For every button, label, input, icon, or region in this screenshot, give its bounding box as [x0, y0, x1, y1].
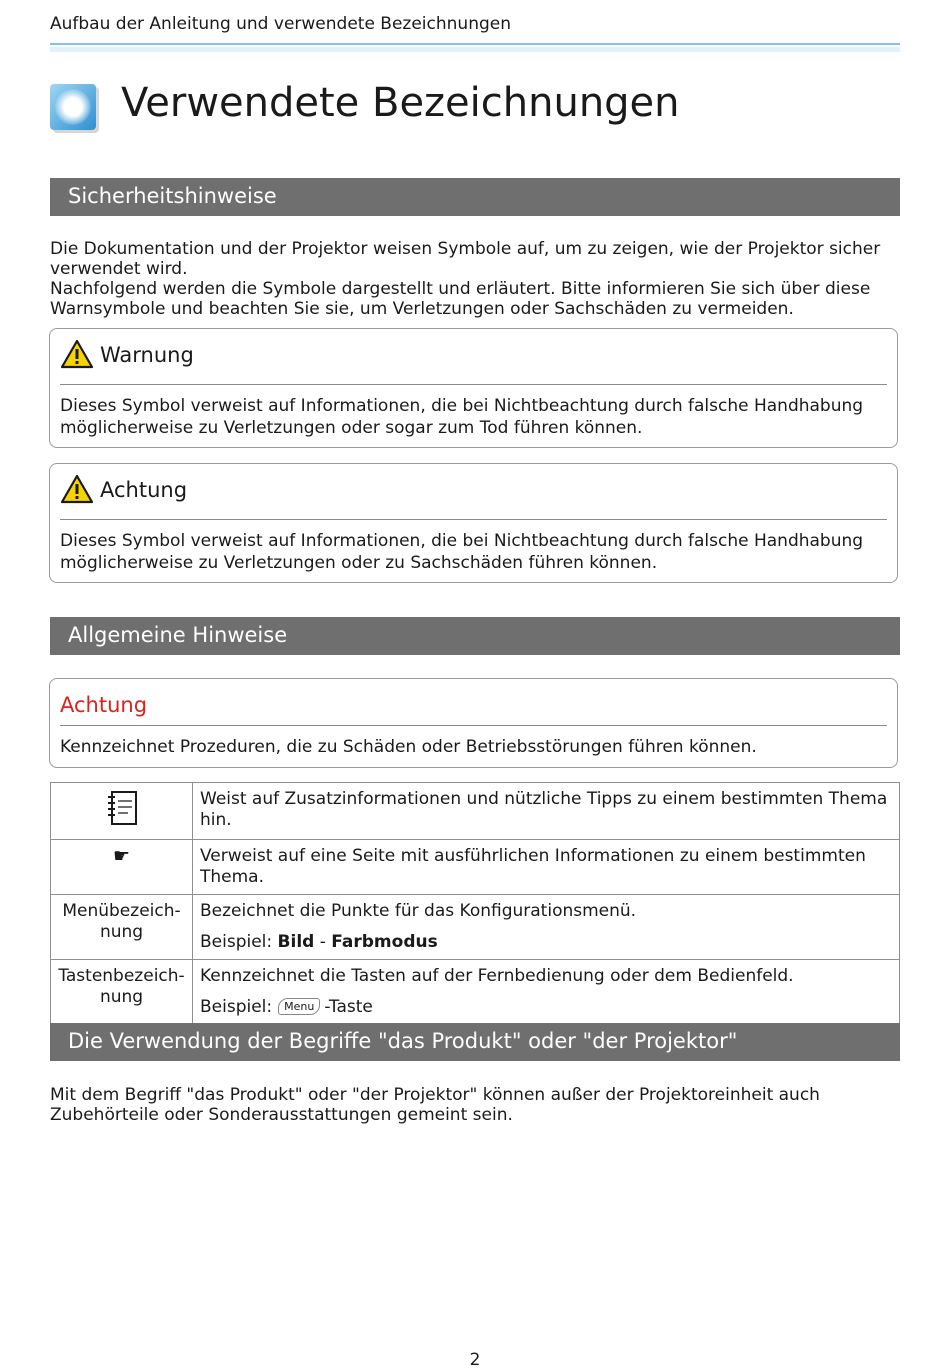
attention-box [49, 678, 898, 768]
example-prefix: Beispiel: [200, 932, 273, 952]
conventions-table [50, 782, 900, 1025]
caution-label: Achtung [100, 478, 188, 502]
warning-triangle-icon [60, 339, 94, 369]
section-heading-safety [50, 178, 900, 216]
box-divider [60, 725, 887, 726]
page-title: Verwendete Bezeichnungen [121, 80, 680, 126]
table-cell-description: Weist auf Zusatzinformationen und nützliche Tipps zu einem bestimmten Thema hin. [193, 783, 900, 840]
example-prefix: Beispiel: [200, 997, 273, 1017]
warning-box [49, 328, 898, 448]
example-separator: - [314, 932, 332, 952]
table-row [51, 783, 900, 840]
running-header: Aufbau der Anleitung und verwendete Bezeichnungen [50, 14, 512, 34]
menu-key-glyph: Menu [278, 998, 320, 1015]
caution-box [49, 463, 898, 583]
section-heading-label: Die Verwendung der Begriffe "das Produkt" oder "der Projektor" [68, 1029, 738, 1053]
lens-highlight [55, 89, 91, 125]
warning-text: Dieses Symbol verweist auf Informationen, die bei Nichtbeachtung durch falsche Handhabung möglicherweise zu Verletzungen oder sogar zum Tod führen können. [60, 396, 864, 438]
safety-intro-2: Nachfolgend werden die Symbole dargestellt und erläutert. Bitte informieren Sie sich über diese Warnsymbole und beachten Sie sie, um Verletzungen oder Sachschäden zu vermeiden. [50, 279, 871, 319]
notebook-icon [105, 789, 139, 827]
keys-description: Kennzeichnet die Tasten auf der Fernbedienung oder dem Bedienfeld. [200, 966, 794, 986]
example-menu-subitem: Farbmodus [331, 932, 438, 952]
section-heading-general [50, 617, 900, 655]
caution-text: Dieses Symbol verweist auf Informationen, die bei Nichtbeachtung durch falsche Handhabung möglicherweise zu Verletzungen oder zu Sachschäden führen können. [60, 531, 864, 573]
keys-example [200, 997, 892, 1018]
table-cell-term: Tastenbezeich-nung [51, 960, 193, 1025]
header-rule [50, 43, 900, 45]
pointing-hand-icon: ☛ [51, 840, 193, 895]
table-cell-description [193, 895, 900, 960]
table-row [51, 840, 900, 895]
table-cell-description [193, 960, 900, 1025]
warning-triangle-icon [60, 474, 94, 504]
header-rule-shadow [50, 47, 900, 52]
warning-label: Warnung [100, 343, 194, 367]
section-heading-label: Sicherheitshinweise [68, 184, 277, 208]
table-cell-description: Verweist auf eine Seite mit ausführlichen Informationen zu einem bestimmten Thema. [193, 840, 900, 895]
menu-description: Bezeichnet die Punkte für das Konfigurationsmenü. [200, 901, 637, 921]
table-row [51, 960, 900, 1025]
example-suffix: -Taste [324, 997, 373, 1017]
box-divider [60, 384, 887, 385]
attention-text: Kennzeichnet Prozeduren, die zu Schäden oder Betriebsstörungen führen können. [60, 737, 757, 757]
table-cell-term: Menübezeich-nung [51, 895, 193, 960]
menu-example [200, 932, 892, 953]
safety-intro-1: Die Dokumentation und der Projektor weisen Symbole auf, um zu zeigen, wie der Projektor sicher verwendet wird. [50, 239, 881, 279]
section-heading-label: Allgemeine Hinweise [68, 623, 288, 647]
box-divider [60, 519, 887, 520]
terms-text: Mit dem Begriff "das Produkt" oder "der Projektor" können außer der Projektoreinheit auch Zubehörteile oder Sonderausstattungen gemeint sein. [50, 1085, 820, 1125]
section-heading-terms [50, 1023, 900, 1061]
example-menu-item: Bild [277, 932, 315, 952]
page-number: 2 [469, 1350, 481, 1370]
table-row [51, 895, 900, 960]
attention-label: Achtung [60, 693, 148, 717]
table-cell-symbol [51, 783, 193, 840]
